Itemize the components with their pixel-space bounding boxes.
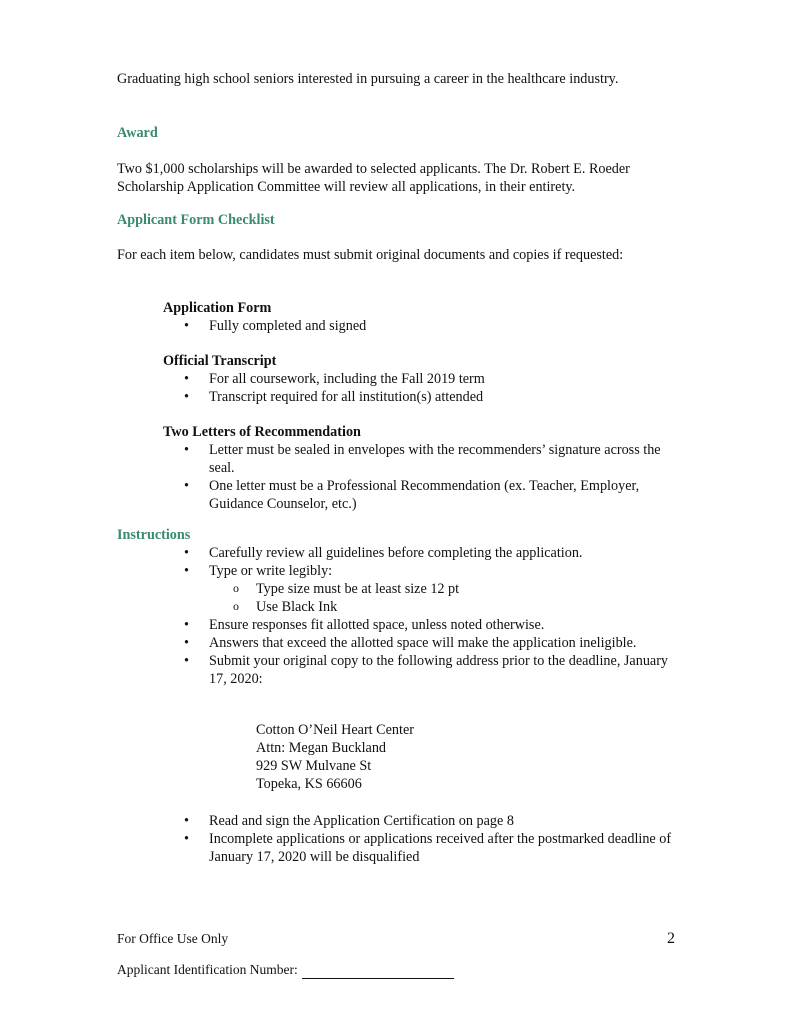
- applicant-id-row: [117, 961, 454, 979]
- sub-list-item: o Use Black Ink: [209, 598, 673, 616]
- mailing-address: [256, 721, 414, 793]
- list-item: • For all coursework, including the Fall 2019 term: [163, 370, 683, 388]
- list-item: • Incomplete applications or applications received after the postmarked deadline of January 17, 2020 will be disqualified: [163, 830, 673, 866]
- list-item: • Transcript required for all institution(s) attended: [163, 388, 683, 406]
- checklist-paragraph: For each item below, candidates must submit original documents and copies if requested:: [117, 247, 624, 263]
- address-line: 929 SW Mulvane St: [256, 758, 372, 774]
- list-item: • Read and sign the Application Certification on page 8: [163, 812, 673, 830]
- address-line: Topeka, KS 66606: [256, 776, 362, 792]
- list-item: • One letter must be a Professional Recommendation (ex. Teacher, Employer, Guidance Counselor, etc.): [163, 477, 663, 513]
- address-line: Attn: Megan Buckland: [256, 740, 387, 756]
- instructions-list: [163, 544, 673, 688]
- sub-list-item: o Type size must be at least size 12 pt: [209, 580, 673, 598]
- list-item: • Ensure responses fit allotted space, unless noted otherwise.: [163, 616, 673, 634]
- type-or-write-label: Type or write legibly:: [209, 563, 333, 579]
- formatting-sublist: [209, 580, 673, 616]
- recommendation-letters-title: Two Letters of Recommendation: [163, 424, 361, 440]
- instructions-heading: Instructions: [117, 527, 191, 543]
- award-heading: Award: [117, 125, 158, 141]
- list-item: • Submit your original copy to the following address prior to the deadline, January 17, 2020:: [163, 652, 673, 688]
- office-use-label: For Office Use Only: [117, 931, 229, 946]
- application-form-list: [163, 317, 683, 335]
- checklist-heading: Applicant Form Checklist: [117, 212, 275, 228]
- list-item: • Letter must be sealed in envelopes with the recommenders’ signature across the seal.: [163, 441, 663, 477]
- list-item: [163, 562, 673, 616]
- list-item: • Carefully review all guidelines before completing the application.: [163, 544, 673, 562]
- eligibility-paragraph: Graduating high school seniors interested in pursuing a career in the healthcare industry.: [117, 71, 619, 87]
- applicant-id-label: Applicant Identification Number:: [117, 962, 298, 977]
- address-line: Cotton O’Neil Heart Center: [256, 722, 414, 738]
- applicant-id-blank[interactable]: [302, 964, 454, 979]
- final-instructions-list: [163, 812, 673, 866]
- page-number: 2: [667, 930, 675, 947]
- award-paragraph: Two $1,000 scholarships will be awarded to selected applicants. The Dr. Robert E. Roeder Scholarship Application Committee will review all applications, in their entirety.: [117, 161, 630, 195]
- list-item: • Answers that exceed the allotted space will make the application ineligible.: [163, 634, 673, 652]
- list-item: • Fully completed and signed: [163, 317, 683, 335]
- application-form-title: Application Form: [163, 300, 272, 316]
- official-transcript-title: Official Transcript: [163, 353, 277, 369]
- official-transcript-list: [163, 370, 683, 406]
- recommendation-letters-list: [163, 441, 663, 513]
